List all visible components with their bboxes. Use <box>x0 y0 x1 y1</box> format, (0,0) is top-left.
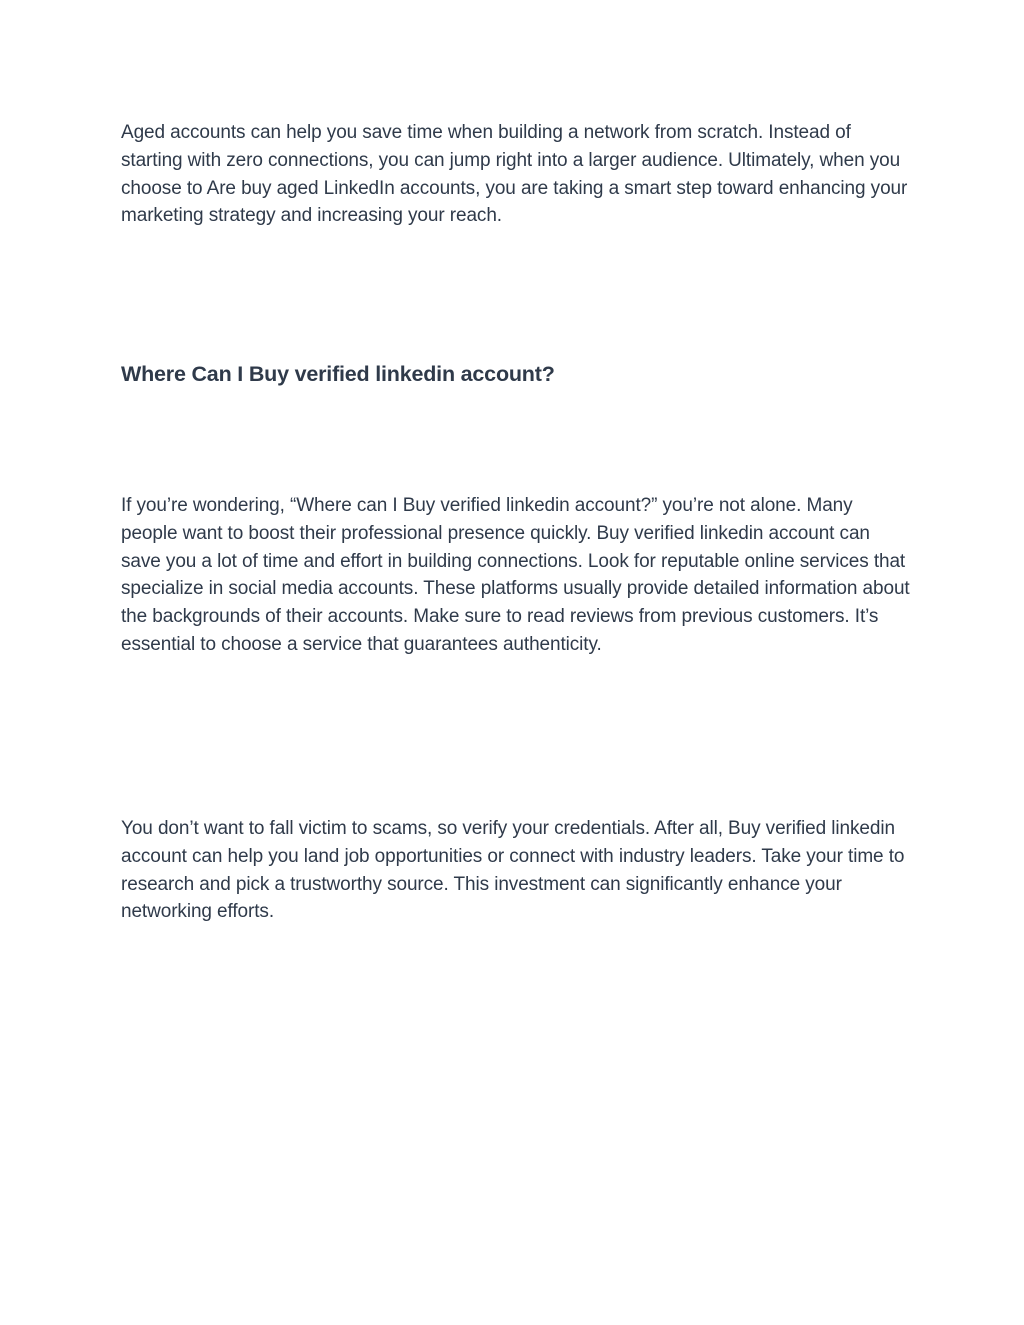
body-paragraph: If you’re wondering, “Where can I Buy verified linkedin account?” you’re not alone. Many people want to boost their professional presence quickly. Buy verified linkedin account can save you a lot of time and effort in building connections. Look for reputable online services that specialize in social media accounts. These platforms usually provide detailed information about the backgrounds of their accounts. Make sure to read reviews from previous customers. It’s essential to choose a service that guarantees authenticity. <box>121 495 910 655</box>
body-paragraph: You don’t want to fall victim to scams, so verify your credentials. After all, Buy verified linkedin account can help you land job opportunities or connect with industry leaders. Take your time to research and pick a trustworthy source. This investment can significantly enhance your networking efforts. <box>121 818 905 923</box>
body-paragraph: Aged accounts can help you save time when building a network from scratch. Instead of starting with zero connections, you can jump right into a larger audience. Ultimately, when you choose to Are buy aged LinkedIn accounts, you are taking a smart step toward enhancing your marketing strategy and increasing your reach. <box>121 122 908 227</box>
section-heading: Where Can I Buy verified linkedin account? <box>121 362 555 386</box>
